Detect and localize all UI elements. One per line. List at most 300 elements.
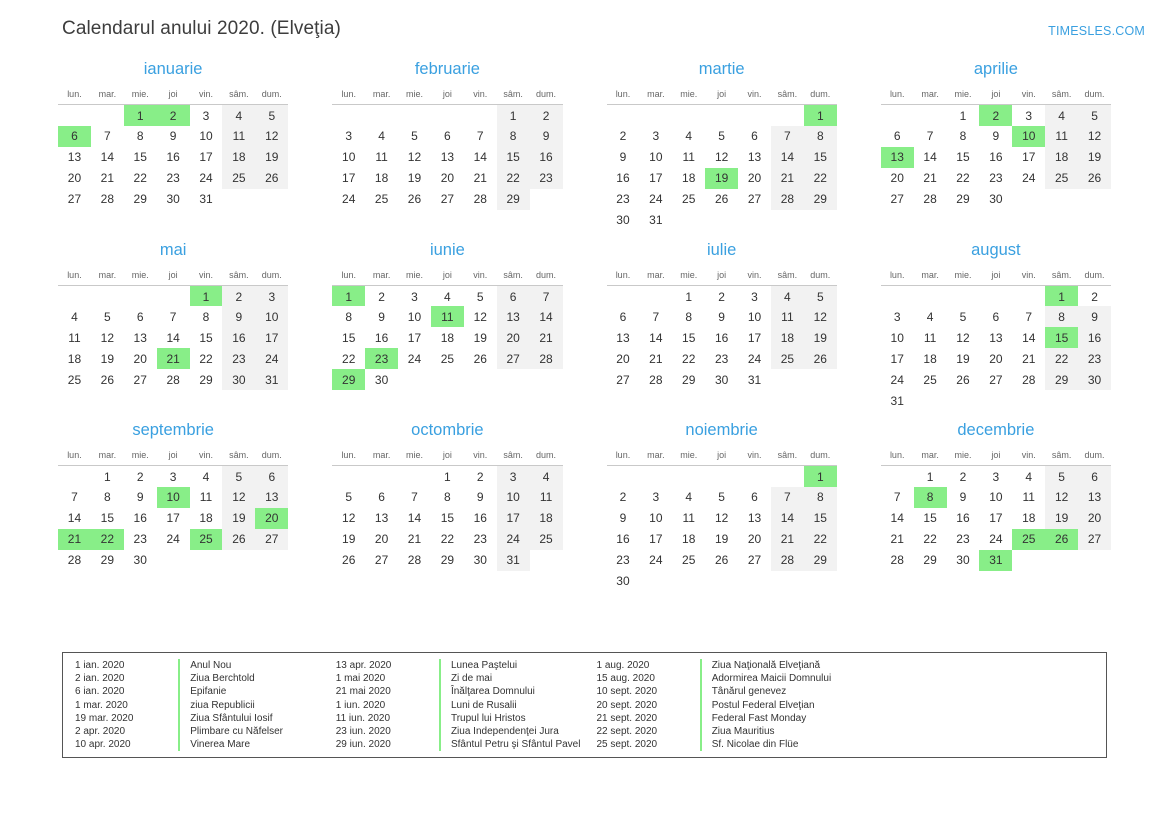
day-cell[interactable]: 5 [959,309,967,324]
holiday-day-cell[interactable]: 1 [190,285,223,306]
day-cell[interactable]: 6 [444,129,451,143]
day-cell[interactable]: 4 [1045,105,1078,126]
day-cell[interactable]: 1 [444,470,451,485]
day-cell[interactable]: 9 [992,129,1000,143]
day-cell[interactable]: 9 [959,490,967,504]
day-cell[interactable]: 20 [497,327,530,348]
day-cell[interactable]: 10 [497,487,530,508]
day-cell[interactable]: 14 [890,511,904,525]
day-cell[interactable]: 26 [100,372,115,387]
day-cell[interactable]: 6 [1078,466,1111,487]
day-cell[interactable]: 27 [747,192,762,206]
day-cell[interactable]: 6 [751,129,758,143]
day-cell[interactable]: 9 [530,126,563,147]
day-cell[interactable]: 17 [747,330,762,345]
day-cell[interactable]: 6 [136,309,144,324]
day-cell[interactable]: 4 [771,285,804,306]
day-cell[interactable]: 18 [1022,511,1036,525]
day-cell[interactable]: 31 [890,393,904,408]
day-cell[interactable]: 13 [497,306,530,327]
day-cell[interactable]: 30 [1078,369,1111,390]
day-cell[interactable]: 15 [497,147,530,168]
day-cell[interactable]: 28 [1022,372,1036,387]
holiday-day-cell[interactable]: 6 [58,126,91,147]
day-cell[interactable]: 28 [890,553,904,567]
day-cell[interactable]: 24 [342,192,356,206]
day-cell[interactable]: 15 [440,511,455,525]
day-cell[interactable]: 9 [1078,306,1111,327]
day-cell[interactable]: 4 [71,309,78,324]
day-cell[interactable]: 14 [166,330,180,345]
day-cell[interactable]: 28 [649,372,663,387]
day-cell[interactable]: 25 [682,553,696,567]
day-cell[interactable]: 29 [497,189,530,210]
day-cell[interactable]: 17 [649,532,663,546]
day-cell[interactable]: 7 [652,309,660,324]
day-cell[interactable]: 26 [222,529,255,550]
day-cell[interactable]: 27 [890,192,904,206]
day-cell[interactable]: 2 [476,470,484,485]
day-cell[interactable]: 18 [682,532,696,546]
day-cell[interactable]: 10 [649,511,663,525]
day-cell[interactable]: 18 [440,330,455,345]
holiday-day-cell[interactable]: 1 [804,105,837,126]
day-cell[interactable]: 30 [166,192,180,206]
day-cell[interactable]: 22 [804,168,837,189]
day-cell[interactable]: 8 [804,126,837,147]
day-cell[interactable]: 31 [497,550,530,571]
day-cell[interactable]: 17 [255,327,288,348]
day-cell[interactable]: 5 [804,285,837,306]
day-cell[interactable]: 28 [771,550,804,571]
day-cell[interactable]: 22 [440,532,455,546]
day-cell[interactable]: 2 [136,470,144,485]
holiday-day-cell[interactable]: 2 [979,105,1012,126]
day-cell[interactable]: 12 [407,150,422,164]
day-cell[interactable]: 26 [804,348,837,369]
day-cell[interactable]: 19 [100,351,115,366]
day-cell[interactable]: 11 [1022,490,1035,504]
day-cell[interactable]: 31 [199,192,213,206]
day-cell[interactable]: 25 [374,192,389,206]
day-cell[interactable]: 6 [619,309,627,324]
day-cell[interactable]: 9 [718,309,725,324]
day-cell[interactable]: 4 [1025,470,1033,485]
day-cell[interactable]: 7 [530,285,563,306]
day-cell[interactable]: 30 [133,553,147,567]
day-cell[interactable]: 12 [714,511,729,525]
holiday-day-cell[interactable]: 21 [157,348,190,369]
day-cell[interactable]: 28 [407,553,422,567]
day-cell[interactable]: 14 [407,511,422,525]
day-cell[interactable]: 5 [411,129,418,143]
day-cell[interactable]: 10 [649,150,663,164]
day-cell[interactable]: 25 [67,372,82,387]
day-cell[interactable]: 7 [169,309,177,324]
day-cell[interactable]: 8 [345,309,353,324]
day-cell[interactable]: 18 [771,327,804,348]
holiday-day-cell[interactable]: 1 [124,105,157,126]
day-cell[interactable]: 17 [342,171,356,185]
day-cell[interactable]: 28 [166,372,180,387]
holiday-day-cell[interactable]: 25 [190,529,223,550]
day-cell[interactable]: 22 [923,532,937,546]
day-cell[interactable]: 5 [255,105,288,126]
day-cell[interactable]: 29 [682,372,696,387]
day-cell[interactable]: 10 [890,330,904,345]
day-cell[interactable]: 12 [100,330,115,345]
day-cell[interactable]: 23 [133,532,147,546]
day-cell[interactable]: 13 [255,487,288,508]
day-cell[interactable]: 13 [616,330,630,345]
holiday-day-cell[interactable]: 22 [91,529,124,550]
holiday-day-cell[interactable]: 11 [431,306,464,327]
day-cell[interactable]: 27 [616,372,630,387]
day-cell[interactable]: 6 [497,285,530,306]
day-cell[interactable]: 28 [771,189,804,210]
day-cell[interactable]: 24 [747,351,762,366]
day-cell[interactable]: 20 [440,171,455,185]
day-cell[interactable]: 21 [649,351,663,366]
day-cell[interactable]: 8 [136,129,144,143]
day-cell[interactable]: 13 [989,330,1003,345]
day-cell[interactable]: 16 [530,147,563,168]
day-cell[interactable]: 3 [893,309,901,324]
day-cell[interactable]: 2 [619,490,627,504]
day-cell[interactable]: 24 [1022,171,1036,185]
day-cell[interactable]: 25 [682,192,696,206]
day-cell[interactable]: 26 [714,192,729,206]
day-cell[interactable]: 7 [1025,309,1033,324]
day-cell[interactable]: 4 [202,470,210,485]
day-cell[interactable]: 2 [959,470,967,485]
day-cell[interactable]: 8 [103,490,111,504]
day-cell[interactable]: 30 [374,372,389,387]
day-cell[interactable]: 6 [751,490,758,504]
day-cell[interactable]: 3 [992,470,1000,485]
day-cell[interactable]: 19 [222,508,255,529]
day-cell[interactable]: 27 [67,192,82,206]
day-cell[interactable]: 29 [956,192,970,206]
day-cell[interactable]: 3 [255,285,288,306]
day-cell[interactable]: 24 [255,348,288,369]
day-cell[interactable]: 17 [1022,150,1036,164]
day-cell[interactable]: 15 [682,330,696,345]
day-cell[interactable]: 30 [989,192,1003,206]
day-cell[interactable]: 3 [1025,109,1033,124]
day-cell[interactable]: 26 [342,553,356,567]
day-cell[interactable]: 8 [497,126,530,147]
day-cell[interactable]: 4 [378,129,385,143]
day-cell[interactable]: 18 [199,511,213,525]
day-cell[interactable]: 23 [530,168,563,189]
day-cell[interactable]: 8 [444,490,451,504]
day-cell[interactable]: 28 [67,553,82,567]
day-cell[interactable]: 15 [100,511,115,525]
day-cell[interactable]: 18 [682,171,696,185]
day-cell[interactable]: 23 [616,553,630,567]
day-cell[interactable]: 1 [959,109,967,124]
day-cell[interactable]: 5 [345,490,353,504]
day-cell[interactable]: 6 [378,490,385,504]
day-cell[interactable]: 7 [771,487,804,508]
brand-link[interactable]: TIMESLES.COM [1048,24,1145,38]
day-cell[interactable]: 31 [747,372,762,387]
day-cell[interactable]: 5 [718,490,725,504]
day-cell[interactable]: 12 [222,487,255,508]
day-cell[interactable]: 18 [530,508,563,529]
day-cell[interactable]: 3 [751,289,758,304]
day-cell[interactable]: 31 [255,369,288,390]
holiday-day-cell[interactable]: 15 [1045,327,1078,348]
day-cell[interactable]: 15 [342,330,356,345]
day-cell[interactable]: 7 [103,129,111,143]
day-cell[interactable]: 19 [956,351,970,366]
day-cell[interactable]: 16 [616,532,630,546]
day-cell[interactable]: 11 [68,330,81,345]
day-cell[interactable]: 19 [473,330,487,345]
day-cell[interactable]: 23 [1078,348,1111,369]
day-cell[interactable]: 22 [956,171,970,185]
day-cell[interactable]: 19 [714,532,729,546]
day-cell[interactable]: 22 [133,171,147,185]
day-cell[interactable]: 14 [771,147,804,168]
day-cell[interactable]: 19 [255,147,288,168]
day-cell[interactable]: 14 [530,306,563,327]
day-cell[interactable]: 4 [444,289,451,304]
day-cell[interactable]: 22 [497,168,530,189]
day-cell[interactable]: 26 [1078,168,1111,189]
day-cell[interactable]: 22 [199,351,213,366]
day-cell[interactable]: 30 [616,574,630,588]
day-cell[interactable]: 18 [1045,147,1078,168]
holiday-day-cell[interactable]: 10 [1012,126,1045,147]
day-cell[interactable]: 22 [1045,348,1078,369]
day-cell[interactable]: 3 [345,129,353,143]
day-cell[interactable]: 11 [923,330,937,345]
day-cell[interactable]: 21 [100,171,115,185]
day-cell[interactable]: 24 [649,192,663,206]
day-cell[interactable]: 5 [718,129,725,143]
day-cell[interactable]: 7 [926,129,934,143]
day-cell[interactable]: 28 [530,348,563,369]
day-cell[interactable]: 14 [649,330,663,345]
day-cell[interactable]: 9 [378,309,385,324]
day-cell[interactable]: 14 [473,150,487,164]
day-cell[interactable]: 27 [440,192,455,206]
day-cell[interactable]: 20 [1078,508,1111,529]
day-cell[interactable]: 17 [199,150,213,164]
day-cell[interactable]: 29 [199,372,213,387]
day-cell[interactable]: 4 [530,466,563,487]
day-cell[interactable]: 11 [222,126,255,147]
holiday-day-cell[interactable]: 1 [332,285,365,306]
day-cell[interactable]: 14 [1022,330,1036,345]
day-cell[interactable]: 3 [169,470,177,485]
day-cell[interactable]: 12 [956,330,970,345]
day-cell[interactable]: 2 [222,285,255,306]
day-cell[interactable]: 26 [473,351,487,366]
day-cell[interactable]: 17 [989,511,1003,525]
day-cell[interactable]: 9 [136,490,144,504]
day-cell[interactable]: 18 [222,147,255,168]
holiday-day-cell[interactable]: 2 [157,105,190,126]
day-cell[interactable]: 21 [771,168,804,189]
day-cell[interactable]: 9 [169,129,177,143]
day-cell[interactable]: 20 [616,351,630,366]
day-cell[interactable]: 2 [378,289,385,304]
day-cell[interactable]: 12 [1078,126,1111,147]
day-cell[interactable]: 24 [989,532,1003,546]
day-cell[interactable]: 2 [1091,289,1098,304]
day-cell[interactable]: 2 [530,105,563,126]
day-cell[interactable]: 16 [473,511,487,525]
day-cell[interactable]: 8 [685,309,693,324]
day-cell[interactable]: 21 [890,532,904,546]
day-cell[interactable]: 20 [67,171,82,185]
day-cell[interactable]: 16 [1078,327,1111,348]
day-cell[interactable]: 8 [202,309,210,324]
day-cell[interactable]: 27 [374,553,389,567]
day-cell[interactable]: 25 [440,351,455,366]
day-cell[interactable]: 4 [685,490,693,504]
day-cell[interactable]: 15 [923,511,937,525]
day-cell[interactable]: 21 [407,532,422,546]
day-cell[interactable]: 10 [747,309,762,324]
day-cell[interactable]: 11 [530,487,563,508]
day-cell[interactable]: 10 [407,309,422,324]
day-cell[interactable]: 25 [1045,168,1078,189]
day-cell[interactable]: 7 [411,490,418,504]
day-cell[interactable]: 27 [747,553,762,567]
day-cell[interactable]: 17 [649,171,663,185]
day-cell[interactable]: 30 [714,372,729,387]
day-cell[interactable]: 6 [255,466,288,487]
day-cell[interactable]: 1 [497,105,530,126]
holiday-day-cell[interactable]: 13 [881,147,914,168]
day-cell[interactable]: 10 [989,490,1003,504]
day-cell[interactable]: 23 [956,532,970,546]
day-cell[interactable]: 30 [473,553,487,567]
day-cell[interactable]: 22 [804,529,837,550]
day-cell[interactable]: 16 [714,330,729,345]
day-cell[interactable]: 27 [255,529,288,550]
day-cell[interactable]: 14 [771,508,804,529]
day-cell[interactable]: 20 [133,351,147,366]
day-cell[interactable]: 11 [771,306,804,327]
holiday-day-cell[interactable]: 25 [1012,529,1045,550]
day-cell[interactable]: 13 [1078,487,1111,508]
day-cell[interactable]: 1 [103,470,111,485]
day-cell[interactable]: 16 [133,511,147,525]
day-cell[interactable]: 9 [222,306,255,327]
holiday-day-cell[interactable]: 20 [255,508,288,529]
day-cell[interactable]: 14 [100,150,115,164]
day-cell[interactable]: 13 [133,330,147,345]
day-cell[interactable]: 8 [959,129,967,143]
day-cell[interactable]: 26 [255,168,288,189]
day-cell[interactable]: 3 [411,289,418,304]
day-cell[interactable]: 16 [616,171,630,185]
day-cell[interactable]: 19 [1078,147,1111,168]
day-cell[interactable]: 6 [893,129,901,143]
day-cell[interactable]: 30 [616,213,630,227]
day-cell[interactable]: 24 [199,171,213,185]
holiday-day-cell[interactable]: 1 [804,466,837,487]
day-cell[interactable]: 14 [67,511,82,525]
day-cell[interactable]: 3 [652,490,660,504]
day-cell[interactable]: 6 [992,309,1000,324]
day-cell[interactable]: 1 [926,470,934,485]
day-cell[interactable]: 25 [923,372,937,387]
day-cell[interactable]: 29 [804,189,837,210]
day-cell[interactable]: 22 [682,351,696,366]
day-cell[interactable]: 25 [530,529,563,550]
day-cell[interactable]: 10 [255,306,288,327]
day-cell[interactable]: 29 [133,192,147,206]
day-cell[interactable]: 17 [497,508,530,529]
holiday-day-cell[interactable]: 21 [58,529,91,550]
day-cell[interactable]: 26 [407,192,422,206]
day-cell[interactable]: 23 [166,171,180,185]
day-cell[interactable]: 17 [890,351,904,366]
day-cell[interactable]: 12 [473,309,487,324]
day-cell[interactable]: 2 [619,129,627,143]
day-cell[interactable]: 24 [890,372,904,387]
day-cell[interactable]: 4 [926,309,934,324]
day-cell[interactable]: 25 [771,348,804,369]
day-cell[interactable]: 7 [893,490,901,504]
holiday-day-cell[interactable]: 29 [332,369,365,390]
day-cell[interactable]: 3 [652,129,660,143]
day-cell[interactable]: 27 [1078,529,1111,550]
day-cell[interactable]: 3 [497,466,530,487]
day-cell[interactable]: 15 [956,150,970,164]
day-cell[interactable]: 19 [407,171,422,185]
day-cell[interactable]: 31 [649,213,663,227]
day-cell[interactable]: 13 [747,511,762,525]
day-cell[interactable]: 5 [103,309,111,324]
day-cell[interactable]: 18 [67,351,82,366]
day-cell[interactable]: 14 [923,150,937,164]
day-cell[interactable]: 23 [714,351,729,366]
day-cell[interactable]: 15 [133,150,147,164]
day-cell[interactable]: 26 [714,553,729,567]
day-cell[interactable]: 13 [374,511,389,525]
day-cell[interactable]: 8 [1045,306,1078,327]
day-cell[interactable]: 23 [473,532,487,546]
day-cell[interactable]: 27 [133,372,147,387]
day-cell[interactable]: 5 [476,289,484,304]
day-cell[interactable]: 16 [222,327,255,348]
day-cell[interactable]: 16 [956,511,970,525]
day-cell[interactable]: 11 [199,490,213,504]
holiday-day-cell[interactable]: 26 [1045,529,1078,550]
day-cell[interactable]: 5 [1078,105,1111,126]
day-cell[interactable]: 10 [199,129,213,143]
day-cell[interactable]: 21 [923,171,937,185]
day-cell[interactable]: 17 [166,511,180,525]
day-cell[interactable]: 7 [71,490,78,504]
day-cell[interactable]: 15 [199,330,213,345]
day-cell[interactable]: 23 [222,348,255,369]
day-cell[interactable]: 19 [804,327,837,348]
day-cell[interactable]: 18 [923,351,937,366]
day-cell[interactable]: 23 [989,171,1003,185]
day-cell[interactable]: 16 [166,150,180,164]
day-cell[interactable]: 11 [682,511,695,525]
day-cell[interactable]: 30 [222,369,255,390]
